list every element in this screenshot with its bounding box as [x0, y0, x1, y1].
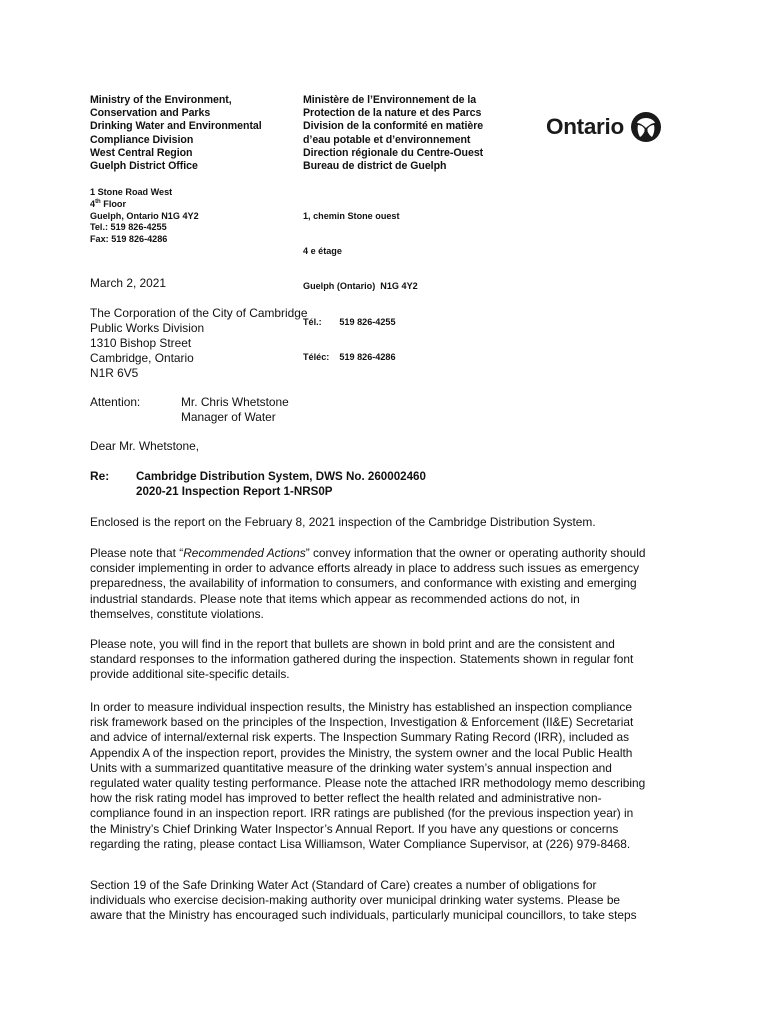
trillium-icon [630, 111, 662, 143]
recipient-line: The Corporation of the City of Cambridge [90, 306, 308, 320]
address-street: 1 Stone Road West [90, 187, 173, 197]
paragraph-line: risk framework based on the principles of the Inspection, Investigation & Enforcement (II&E) Secretariat [90, 715, 634, 730]
attention-recipient [181, 395, 289, 425]
paragraph-line: provide additional site-specific details. [90, 667, 290, 682]
ontario-logo [546, 111, 686, 143]
paragraph-line: preparedness, the availability of information to consumers, and conformance with existing and emerging [90, 576, 637, 591]
address-fax: Fax: 519 826-4286 [90, 234, 168, 245]
paragraph-standard-of-care [90, 878, 637, 924]
org-line: Bureau de district de Guelph [303, 160, 447, 173]
paragraph-line: and advice of internal/external risk experts. The Inspection Summary Rating Record (IRR), included as [90, 730, 630, 745]
re-label: Re: [90, 469, 110, 483]
paragraph-line: standard responses to the information gathered during the inspection. Statements shown in regular font [90, 652, 634, 667]
org-line: Division de la conformité en matière [303, 120, 484, 133]
org-line: Drinking Water and Environmental [90, 120, 262, 133]
subject-line: 2020-21 Inspection Report 1-NRS0P [136, 485, 333, 499]
org-line: Guelph District Office [90, 160, 198, 173]
paragraph-risk-framework [90, 700, 645, 852]
subject-line: Cambridge Distribution System, DWS No. 260002460 [136, 470, 426, 483]
paragraph-line: Appendix A of the inspection report, provides the Ministry, the system owner and the local Public Health [90, 745, 633, 760]
org-line: Conservation and Parks [90, 107, 211, 120]
org-line: d’eau potable et d’environnement [303, 133, 471, 146]
paragraph-line: Please note, you will find in the report that bullets are shown in bold print and are the consistent and [90, 637, 615, 651]
paragraph-enclosed: Enclosed is the report on the February 8, 2021 inspection of the Cambridge Distribution System. [90, 515, 596, 529]
paragraph-bullets-note [90, 637, 633, 683]
paragraph-line: industrial standards. Please note that items which appear as recommended actions do not, in [90, 591, 580, 606]
paragraph-line: Please note that “Recommended Actions” convey information that the owner or operating authority should [90, 546, 646, 560]
paragraph-line: Section 19 of the Safe Drinking Water Act (Standard of Care) creates a number of obligations for [90, 878, 597, 892]
org-line: Compliance Division [90, 133, 194, 146]
ministry-name-english [90, 94, 262, 173]
paragraph-line: compliance found in an inspection report. IRR ratings are published (for the previous inspection year) in [90, 806, 634, 821]
office-address-english [90, 187, 199, 246]
recipient-line: Cambridge, Ontario [90, 351, 194, 366]
recommended-actions-term: Recommended Actions [183, 546, 306, 560]
attention-name: Mr. Chris Whetstone [181, 395, 289, 409]
paragraph-recommended-actions [90, 546, 645, 622]
address-line: Guelph (Ontario) N1G 4Y2 [303, 281, 418, 292]
address-line: 1, chemin Stone ouest [303, 210, 400, 221]
org-line: West Central Region [90, 146, 193, 159]
address-city: Guelph, Ontario N1G 4Y2 [90, 210, 199, 221]
recipient-line: Public Works Division [90, 321, 205, 336]
subject-block [136, 469, 426, 499]
recipient-line: 1310 Bishop Street [90, 336, 192, 351]
paragraph-line: themselves, constitute violations. [90, 606, 264, 621]
recipient-address [90, 306, 307, 381]
address-tel: Tel.: 519 826-4255 [90, 222, 167, 233]
paragraph-line: regarding the rating, please contact Lisa Williamson, Water Compliance Supervisor, at (226) 979-8468. [90, 836, 631, 851]
paragraph-line: aware that the Ministry has encouraged such individuals, particularly municipal councillors, to take steps [90, 908, 637, 923]
paragraph-line: individuals who exercise decision-making authority over municipal drinking water systems. Please be [90, 893, 621, 908]
ontario-wordmark: Ontario [546, 114, 624, 139]
paragraph-line: In order to measure individual inspection results, the Ministry has established an inspection compliance [90, 700, 632, 714]
ministry-name-french [303, 94, 483, 173]
address-line: Téléc: 519 826-4286 [303, 352, 396, 363]
letter-date: March 2, 2021 [90, 276, 167, 290]
attention-title: Manager of Water [181, 410, 276, 425]
recipient-line: N1R 6V5 [90, 366, 139, 381]
address-line: Tél.: 519 826-4255 [303, 316, 396, 327]
paragraph-line: consider implementing in order to advance efforts already in place to address such issues as emergency [90, 561, 640, 576]
office-address-french [303, 187, 418, 376]
org-line: Protection de la nature et des Parcs [303, 107, 482, 120]
address-line: 4 e étage [303, 245, 342, 256]
salutation: Dear Mr. Whetstone, [90, 439, 200, 453]
attention-label: Attention: [90, 395, 141, 409]
paragraph-line: the Ministry’s Chief Drinking Water Inspector’s Annual Report. If you have any questions or concerns [90, 821, 619, 836]
paragraph-line: how the risk rating model has improved to better reflect the health related and administrative non- [90, 791, 602, 806]
paragraph-line: Units with a summarized quantitative measure of the drinking water system’s annual inspection and [90, 760, 612, 775]
org-line: Ministry of the Environment, [90, 94, 232, 106]
address-floor: 4th Floor [90, 198, 126, 209]
org-line: Direction régionale du Centre-Ouest [303, 146, 484, 159]
paragraph-line: regulated water quality testing performance. Please note the attached IRR methodology memo describing [90, 776, 646, 791]
org-line: Ministère de l’Environnement de la [303, 94, 477, 106]
